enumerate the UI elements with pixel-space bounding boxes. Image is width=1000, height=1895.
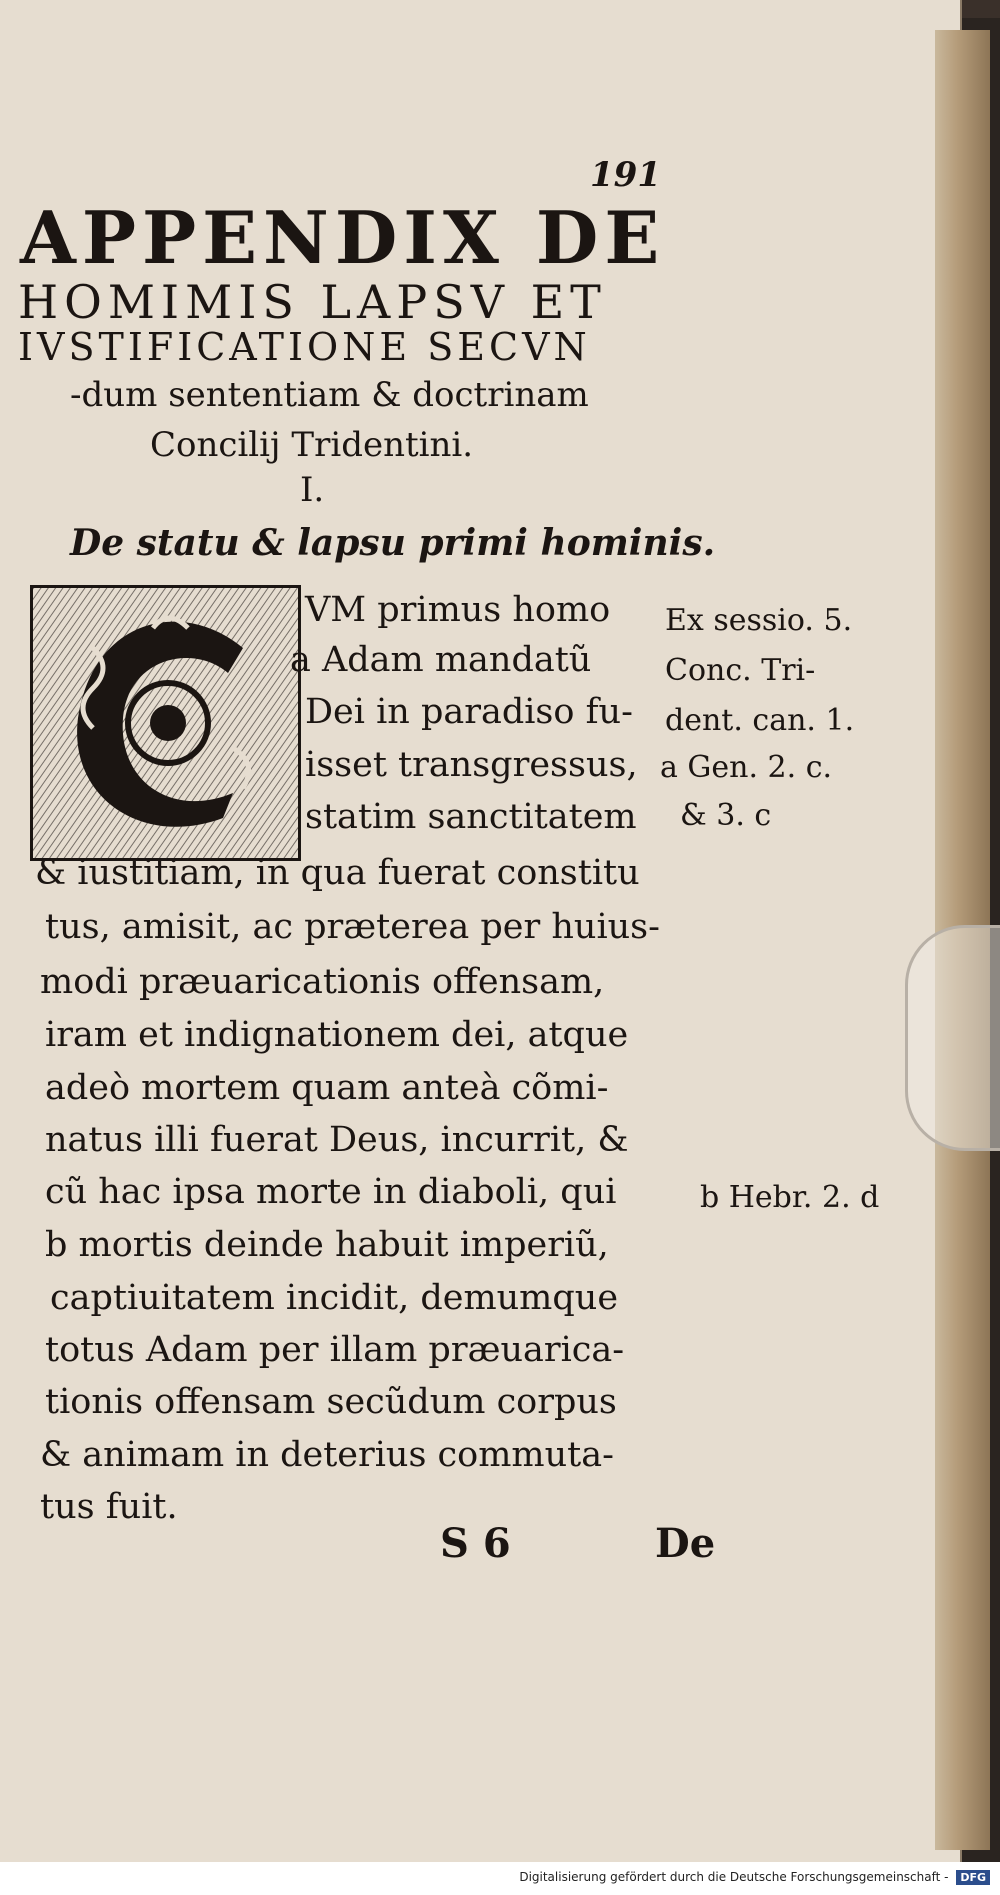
body-line-9: iram et indignationem dei, atque bbox=[45, 1015, 629, 1055]
title-line-3: IVSTIFICATIONE SECVN bbox=[18, 325, 591, 369]
body-line-17: & animam in deterius commuta- bbox=[40, 1435, 614, 1475]
footer-credit bbox=[519, 1870, 990, 1885]
body-line-14: captiuitatem incidit, demumque bbox=[50, 1278, 619, 1318]
section-heading: De statu & lapsu primi hominis. bbox=[70, 522, 716, 564]
body-line-16: tionis offensam secũdum corpus bbox=[45, 1382, 617, 1422]
title-line-1: APPENDIX DE bbox=[20, 195, 666, 280]
title-line-4: -dum sententiam & doctrinam bbox=[70, 375, 589, 415]
title-line-2: HOMIMIS LAPSV ET bbox=[18, 275, 607, 329]
dfg-logo: DFG bbox=[956, 1870, 990, 1885]
body-line-15: totus Adam per illam præuarica- bbox=[45, 1330, 625, 1370]
margin-note-3: dent. can. 1. bbox=[665, 703, 855, 738]
section-numeral: I. bbox=[300, 470, 325, 510]
body-line-13: b mortis deinde habuit imperiũ, bbox=[45, 1225, 609, 1265]
body-line-4: isset transgressus, bbox=[305, 745, 638, 785]
body-line-18: tus fuit. bbox=[40, 1487, 178, 1527]
margin-note-2: Conc. Tri- bbox=[665, 653, 816, 688]
catchword: De bbox=[655, 1520, 716, 1567]
margin-note-6: b Hebr. 2. d bbox=[700, 1180, 880, 1215]
margin-note-5: & 3. c bbox=[680, 798, 772, 833]
body-line-6: & iustitiam, in qua fuerat constitu bbox=[35, 853, 640, 893]
body-line-10: adeò mortem quam anteà cõmi- bbox=[45, 1068, 609, 1108]
footer-credit-text: Digitalisierung gefördert durch die Deutsche Forschungsgemeinschaft - bbox=[519, 1870, 949, 1884]
body-line-3: Dei in paradiso fu- bbox=[305, 692, 633, 732]
title-line-5: Concilij Tridentini. bbox=[150, 425, 474, 465]
body-line-1: VM primus homo bbox=[305, 590, 611, 630]
body-line-12: cũ hac ipsa morte in diaboli, qui bbox=[45, 1172, 617, 1212]
body-line-5: statim sanctitatem bbox=[305, 797, 637, 837]
body-line-8: modi præuaricationis offensam, bbox=[40, 962, 605, 1002]
thumb-tab bbox=[905, 925, 1000, 1151]
ornamental-initial-icon bbox=[33, 588, 298, 858]
page-number: 191 bbox=[590, 155, 661, 195]
body-line-7: tus, amisit, ac præterea per huius- bbox=[45, 907, 660, 947]
margin-note-4: a Gen. 2. c. bbox=[660, 750, 833, 785]
margin-note-1: Ex sessio. 5. bbox=[665, 603, 853, 638]
body-line-2: a Adam mandatũ bbox=[290, 640, 592, 680]
decorated-initial bbox=[30, 585, 301, 861]
signature-mark: S 6 bbox=[440, 1520, 511, 1567]
body-line-11: natus illi fuerat Deus, incurrit, & bbox=[45, 1120, 629, 1160]
